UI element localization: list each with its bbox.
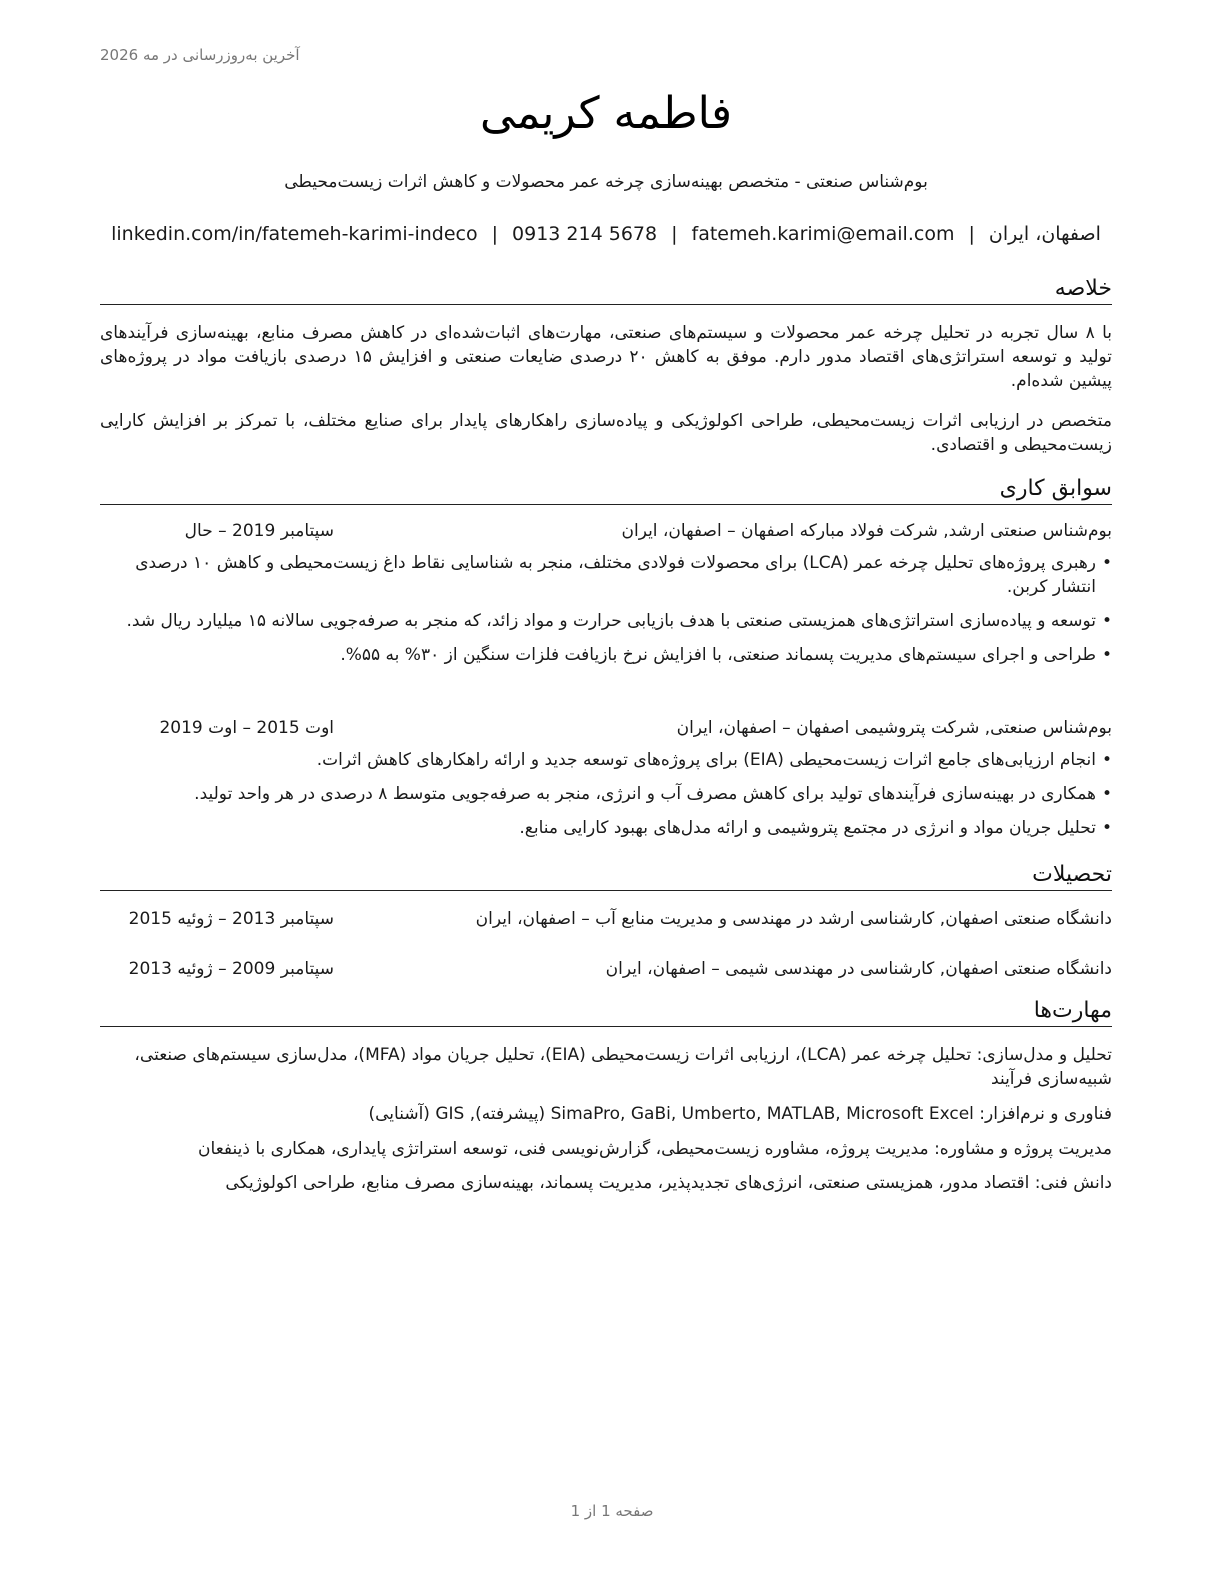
skill-line: دانش فنی: اقتصاد مدور، همزیستی صنعتی، انرژی‌های تجدیدپذیر، مدیریت پسماند، بهینه‌سازی مصرف منابع، طراحی اکولوژیکی — [225, 1173, 1112, 1193]
job-bullet: • توسعه و پیاده‌سازی استراتژی‌های همزیستی صنعتی با هدف بازیابی حرارت و مواد زائد، که منجر به صرفه‌جویی سالانه ۱۵ میلیارد ریال شد. — [100, 609, 1112, 633]
job-role: بوم‌شناس صنعتی, شرکت پتروشیمی اصفهان – اصفهان، ایران — [676, 718, 1112, 738]
summary-paragraph-1: با ۸ سال تجربه در تحلیل چرخه عمر محصولات و سیستم‌های صنعتی، مهارت‌های اثبات‌شده‌ای در کاهش مصرف منابع، بهینه‌سازی فرآیندهای تولید و توسعه استراتژی‌های اقتصاد مدور دارم. موفق به کاهش ۲۰ درصدی ضایعات صنعتی و افزایش ۱۵ درصدی بازیافت مواد در پروژه‌های پیشین شده‌ام. — [100, 323, 1113, 391]
job-bullet: • طراحی و اجرای سیستم‌های مدیریت پسماند صنعتی، با افزایش نرخ بازیافت فلزات سنگین از ۳۰% به ۵۵%. — [100, 643, 1112, 667]
contact-separator: | — [491, 223, 499, 245]
contact-separator: | — [968, 223, 975, 245]
headline: بوم‌شناس صنعتی - متخصص بهینه‌سازی چرخه عمر محصولات و کاهش اثرات زیست‌محیطی — [284, 172, 928, 192]
education-degree: دانشگاه صنعتی اصفهان, کارشناسی ارشد در مهندسی و مدیریت منابع آب – اصفهان، ایران — [475, 909, 1112, 929]
education-dates: سپتامبر 2013 – ژوئیه 2015 — [128, 909, 334, 929]
contact-line — [100, 223, 1112, 245]
education-degree: دانشگاه صنعتی اصفهان, کارشناسی در مهندسی شیمی – اصفهان، ایران — [605, 959, 1112, 979]
job-bullet: • تحلیل جریان مواد و انرژی در مجتمع پتروشیمی و ارائه مدل‌های بهبود کارایی منابع. — [100, 816, 1112, 840]
skill-line: فناوری و نرم‌افزار: SimaPro, GaBi, Umberto, MATLAB, Microsoft Excel (پیشرفته), GIS (آشنایی) — [368, 1104, 1112, 1124]
candidate-name: فاطمه کریمی — [479, 88, 733, 139]
page-number: صفحه 1 از 1 — [570, 1502, 654, 1520]
job-dates: اوت 2015 – اوت 2019 — [159, 718, 334, 738]
contact-separator: | — [671, 223, 678, 245]
skill-line: تحلیل و مدل‌سازی: تحلیل چرخه عمر (LCA)، ارزیابی اثرات زیست‌محیطی (EIA)، تحلیل جریان مواد (MFA)، مدل‌سازی سیستم‌های صنعتی، شبیه‌سازی فرآیند — [134, 1045, 1112, 1089]
contact-location: اصفهان، ایران — [988, 223, 1101, 245]
summary-paragraph-2: متخصص در ارزیابی اثرات زیست‌محیطی، طراحی اکولوژیکی و پیاده‌سازی راهکارهای پایدار برای صنایع مختلف، با تمرکز بر افزایش کارایی زیست‌محیطی و اقتصادی. — [100, 411, 1112, 455]
contact-phone[interactable]: 0913 214 5678 — [512, 223, 658, 245]
resume-page — [100, 0, 1112, 1584]
job-bullet: • رهبری پروژه‌های تحلیل چرخه عمر (LCA) برای محصولات فولادی مختلف، منجر به شناسایی نقاط داغ زیست‌محیطی و کاهش ۱۰ درصدی انتشار کربن. — [100, 551, 1112, 599]
skill-line: مدیریت پروژه و مشاوره: مدیریت پروژه، مشاوره زیست‌محیطی، گزارش‌نویسی فنی، توسعه استراتژی پایداری، همکاری با ذینفعان — [198, 1139, 1112, 1159]
experience-title: سوابق کاری — [100, 476, 1112, 505]
summary-title: خلاصه — [100, 276, 1112, 305]
education-title: تحصیلات — [100, 862, 1112, 891]
job-bullet: • همکاری در بهینه‌سازی فرآیندهای تولید برای کاهش مصرف آب و انرژی، منجر به صرفه‌جویی متوسط ۸ درصدی در هر واحد تولید. — [100, 782, 1112, 806]
contact-email[interactable]: fatemeh.karimi@email.com — [691, 223, 955, 245]
education-dates: سپتامبر 2009 – ژوئیه 2013 — [128, 959, 334, 979]
job-bullets — [100, 748, 1112, 850]
skills-title: مهارت‌ها — [100, 998, 1112, 1027]
last-updated: آخرین به‌روزرسانی در مه 2026 — [100, 46, 300, 64]
contact-linkedin[interactable]: linkedin.com/in/fatemeh-karimi-indeco — [111, 223, 478, 245]
job-bullets — [100, 551, 1112, 677]
job-bullet: • انجام ارزیابی‌های جامع اثرات زیست‌محیطی (EIA) برای پروژه‌های توسعه جدید و ارائه راهکارهای کاهش اثرات. — [100, 748, 1112, 772]
job-dates: سپتامبر 2019 – حال — [184, 521, 334, 541]
job-role: بوم‌شناس صنعتی ارشد, شرکت فولاد مبارکه اصفهان – اصفهان، ایران — [621, 521, 1112, 541]
